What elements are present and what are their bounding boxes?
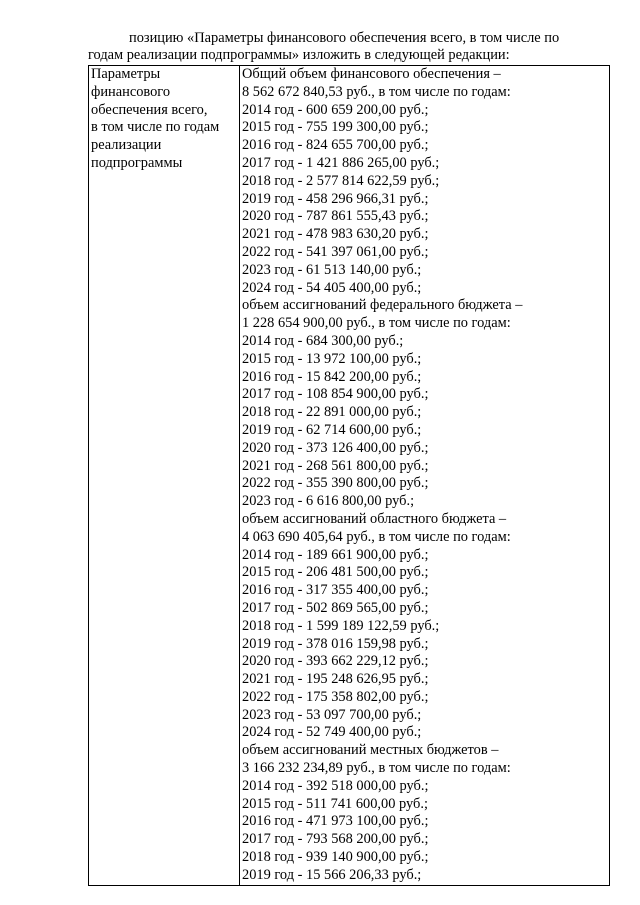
cell-text-line: 2019 год - 62 714 600,00 руб.;	[242, 421, 422, 438]
cell-text-line: 2019 год - 458 296 966,31 руб.;	[242, 190, 429, 207]
cell-text-line: 2020 год - 393 662 229,12 руб.;	[242, 653, 429, 670]
financing-table	[88, 65, 610, 886]
cell-text-line: 2021 год - 268 561 800,00 руб.;	[242, 457, 429, 474]
cell-text-line: реализации	[91, 137, 162, 154]
cell-text-line: 2014 год - 392 518 000,00 руб.;	[242, 777, 429, 794]
cell-text-line: 2017 год - 1 421 886 265,00 руб.;	[242, 154, 440, 171]
cell-text-line: 1 228 654 900,00 руб., в том числе по годам:	[242, 315, 511, 332]
cell-text-line: 3 166 232 234,89 руб., в том числе по годам:	[242, 760, 511, 777]
cell-text-line: 2015 год - 755 199 300,00 руб.;	[242, 119, 429, 136]
cell-text-line: 2016 год - 317 355 400,00 руб.;	[242, 582, 429, 599]
table-row	[89, 66, 610, 886]
cell-text-line: 2014 год - 600 659 200,00 руб.;	[242, 101, 429, 118]
cell-text-line: 2022 год - 541 397 061,00 руб.;	[242, 243, 429, 260]
parameter-value-cell	[240, 66, 610, 886]
cell-text-line: 2022 год - 355 390 800,00 руб.;	[242, 475, 429, 492]
cell-text-line: финансового	[91, 83, 171, 100]
cell-text-line: подпрограммы	[91, 154, 183, 171]
cell-text-line: 2016 год - 824 655 700,00 руб.;	[242, 137, 429, 154]
cell-text-line: 2015 год - 511 741 600,00 руб.;	[242, 795, 428, 812]
cell-text-line: 2023 год - 61 513 140,00 руб.;	[242, 261, 422, 278]
cell-text-line: 2016 год - 15 842 200,00 руб.;	[242, 368, 422, 385]
cell-text-line: 2017 год - 502 869 565,00 руб.;	[242, 599, 429, 616]
cell-text-line: 2014 год - 189 661 900,00 руб.;	[242, 546, 429, 563]
cell-text-line: Общий объем финансового обеспечения –	[242, 66, 501, 82]
cell-text-line: 2017 год - 793 568 200,00 руб.;	[242, 831, 429, 848]
cell-text-line: 2019 год - 378 016 159,98 руб.;	[242, 635, 429, 652]
cell-text-line: объем ассигнований областного бюджета –	[242, 510, 507, 527]
cell-text-line: Параметры	[91, 66, 161, 82]
cell-text-line: в том числе по годам	[91, 119, 220, 136]
cell-text-line: 2023 год - 6 616 800,00 руб.;	[242, 493, 415, 510]
cell-text-line: 2018 год - 2 577 814 622,59 руб.;	[242, 172, 440, 189]
cell-text-line: 2018 год - 939 140 900,00 руб.;	[242, 849, 429, 866]
cell-text-line: 2024 год - 52 749 400,00 руб.;	[242, 724, 422, 741]
cell-text-line: 2015 год - 13 972 100,00 руб.;	[242, 350, 422, 367]
intro-paragraph	[88, 30, 608, 64]
cell-text-line: обеспечения всего,	[91, 101, 208, 118]
intro-line: позицию «Параметры финансового обеспечения всего, в том числе по	[129, 30, 560, 46]
cell-text-line: 2024 год - 54 405 400,00 руб.;	[242, 279, 422, 296]
cell-text-line: 2017 год - 108 854 900,00 руб.;	[242, 386, 429, 403]
cell-text-line: 2022 год - 175 358 802,00 руб.;	[242, 688, 429, 705]
cell-text-line: объем ассигнований местных бюджетов –	[242, 742, 499, 759]
parameter-label-cell	[89, 66, 240, 886]
intro-line: годам реализации подпрограммы» изложить в следующей редакции:	[88, 47, 510, 63]
cell-text-line: 2021 год - 478 983 630,20 руб.;	[242, 226, 429, 243]
cell-text-line: 2016 год - 471 973 100,00 руб.;	[242, 813, 429, 830]
cell-text-line: 2021 год - 195 248 626,95 руб.;	[242, 671, 429, 688]
cell-text-line: 8 562 672 840,53 руб., в том числе по годам:	[242, 83, 511, 100]
cell-text-line: 2018 год - 1 599 189 122,59 руб.;	[242, 617, 440, 634]
cell-text-line: 2015 год - 206 481 500,00 руб.;	[242, 564, 429, 581]
cell-text-line: 2023 год - 53 097 700,00 руб.;	[242, 706, 422, 723]
cell-text-line: 2014 год - 684 300,00 руб.;	[242, 332, 404, 349]
cell-text-line: 2020 год - 373 126 400,00 руб.;	[242, 439, 429, 456]
cell-text-line: 2020 год - 787 861 555,43 руб.;	[242, 208, 429, 225]
cell-text-line: 2019 год - 15 566 206,33 руб.;	[242, 866, 422, 883]
cell-text-line: объем ассигнований федерального бюджета –	[242, 297, 523, 314]
cell-text-line: 4 063 690 405,64 руб., в том числе по годам:	[242, 528, 511, 545]
cell-text-line: 2018 год - 22 891 000,00 руб.;	[242, 404, 422, 421]
